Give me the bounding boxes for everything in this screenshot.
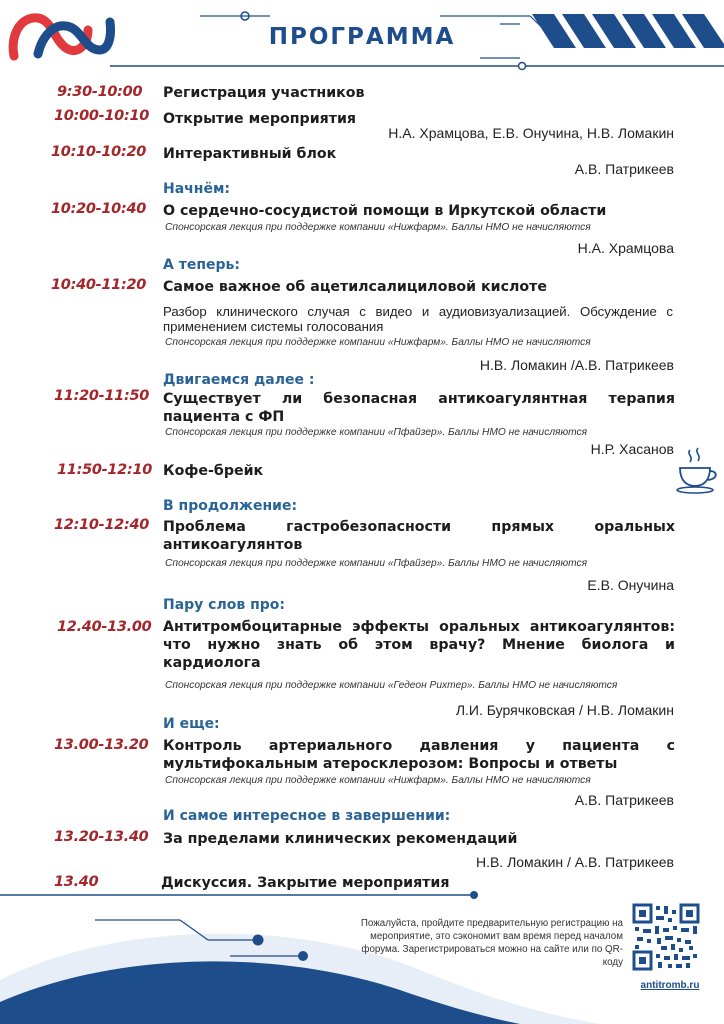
sponsor-note: Спонсорская лекция при поддержке компании «Нижфарм». Баллы НМО не начисляются xyxy=(165,775,591,786)
time-slot: 10:00-10:10 xyxy=(54,108,150,124)
time-slot: 13.00-13.20 xyxy=(54,737,149,753)
session-title: Антитромбоцитарные эффекты оральных антикоагулянтов: что нужно знать об этом врачу? Мнение биолога и кардиолога xyxy=(163,619,675,671)
time-slot: 13.20-13.40 xyxy=(54,829,149,845)
time-slot: 10:20-10:40 xyxy=(51,201,147,217)
time-slot: 10:10-10:20 xyxy=(51,144,147,160)
time-slot: 10:40-11:20 xyxy=(51,277,147,293)
site-link[interactable]: antitromb.ru xyxy=(640,980,700,991)
section-heading: И самое интересное в завершении: xyxy=(163,808,451,824)
sponsor-note: Спонсорская лекция при поддержке компании «Нижфарм». Баллы НМО не начисляются xyxy=(165,222,591,233)
time-slot: 12:10-12:40 xyxy=(54,517,150,533)
time-slot: 12.40-13.00 xyxy=(57,619,152,635)
speakers: А.В. Патрикеев xyxy=(574,161,674,177)
sponsor-note: Спонсорская лекция при поддержке компании «Пфайзер». Баллы НМО не начисляются xyxy=(165,558,588,569)
time-slot: 9:30-10:00 xyxy=(57,84,143,100)
section-heading: В продолжение: xyxy=(163,498,298,514)
coffee-cup-icon xyxy=(674,446,720,496)
qr-code-icon[interactable] xyxy=(631,902,701,972)
session-title: О сердечно-сосудистой помощи в Иркутской области xyxy=(163,203,607,219)
sponsor-note: Спонсорская лекция при поддержке компании «Пфайзер». Баллы НМО не начисляются xyxy=(165,427,588,438)
session-title: Самое важное об ацетилсалициловой кислоте xyxy=(163,279,548,295)
session-title: Существует ли безопасная антикоагулянтная терапия пациента с ФП xyxy=(163,391,675,425)
speakers: Н.Р. Хасанов xyxy=(590,441,674,457)
session-title: За пределами клинических рекомендаций xyxy=(163,831,518,847)
session-title: Дискуссия. Закрытие мероприятия xyxy=(161,875,450,891)
section-heading: И еще: xyxy=(163,716,220,732)
session-title: Регистрация участников xyxy=(163,85,365,101)
sponsor-note: Спонсорская лекция при поддержке компании «Гедеон Рихтер». Баллы НМО не начисляются xyxy=(165,680,618,691)
speakers: Н.А. Храмцова xyxy=(577,240,674,256)
time-slot: 11:20-11:50 xyxy=(54,388,150,404)
session-description: Разбор клинического случая с видео и аудиовизуализацией. Обсуждение с применением системы голосования xyxy=(163,304,673,334)
sponsor-note: Спонсорская лекция при поддержке компании «Нижфарм». Баллы НМО не начисляются xyxy=(165,337,591,348)
speakers: А.В. Патрикеев xyxy=(574,792,674,808)
session-title: Контроль артериального давления у пациента с мультифокальным атеросклерозом: Вопросы и ответы xyxy=(163,738,675,772)
speakers: Н.А. Храмцова, Е.В. Онучина, Н.В. Ломакин xyxy=(388,125,674,141)
session-title: Интерактивный блок xyxy=(163,146,337,162)
session-title: Проблема гастробезопасности прямых оральных антикоагулянтов xyxy=(163,519,675,553)
page-title: ПРОГРАММА xyxy=(268,24,456,50)
registration-note: Пожалуйста, пройдите предварительную регистрацию на мероприятие, это сэкономит вам время перед началом форума. Зарегистрироваться можно на сайте или по QR-коду xyxy=(360,918,623,968)
speakers: Л.И. Бурячковская / Н.В. Ломакин xyxy=(455,702,674,718)
section-heading: Пару слов про: xyxy=(163,597,286,613)
speakers: Н.В. Ломакин /А.В. Патрикеев xyxy=(479,357,674,373)
time-slot: 13.40 xyxy=(54,874,99,890)
speakers: Н.В. Ломакин / А.В. Патрикеев xyxy=(475,854,674,870)
section-heading: А теперь: xyxy=(163,257,240,273)
section-heading: Начнём: xyxy=(163,181,230,197)
session-title: Кофе-брейк xyxy=(163,463,264,479)
time-slot: 11:50-12:10 xyxy=(57,462,153,478)
session-title: Открытие мероприятия xyxy=(163,111,357,127)
section-heading: Двигаемся далее : xyxy=(163,372,315,388)
speakers: Е.В. Онучина xyxy=(587,577,674,593)
